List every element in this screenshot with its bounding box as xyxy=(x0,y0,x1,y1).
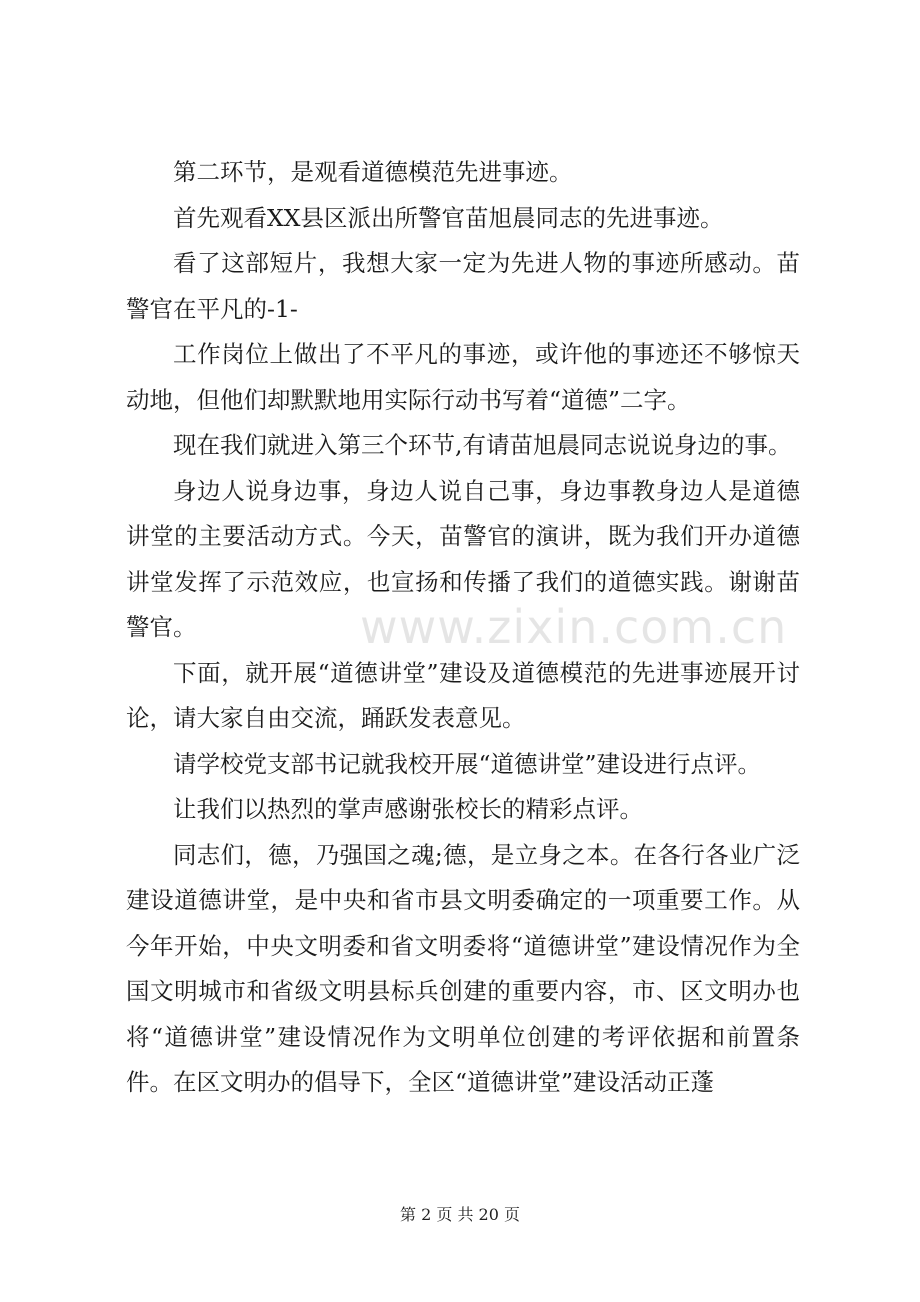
paragraph: 身边人说身边事，身边人说自己事，身边事教身边人是道德讲堂的主要活动方式。今天，苗警官的演讲，既为我们开办道德讲堂发挥了示范效应，也宣扬和传播了我们的道德实践。谢谢苗警官。 xyxy=(126,476,800,641)
paragraph: 同志们，德，乃强国之魂;德，是立身之本。在各行各业广泛建设道德讲堂，是中央和省市县文明委确定的一项重要工作。从今年开始，中央文明委和省文明委将“道德讲堂”建设情况作为全国文明城市和省级文明县标兵创建的重要内容，市、区文明办也将“道德讲堂”建设情况作为文明单位创建的考评依据和前置条件。在区文明办的倡导下，全区“道德讲堂”建设活动正蓬 xyxy=(126,840,800,1096)
paragraph: 首先观看XX县区派出所警官苗旭晨同志的先进事迹。 xyxy=(173,203,724,232)
paragraph: 工作岗位上做出了不平凡的事迹，或许他的事迹还不够惊天动地，但他们却默默地用实际行动书写着“道德”二字。 xyxy=(126,340,800,414)
document-body xyxy=(126,150,800,1106)
paragraph: 现在我们就进入第三个环节,有请苗旭晨同志说说身边的事。 xyxy=(173,431,792,459)
watermark: www.zixin.com.cn xyxy=(360,600,788,654)
paragraph: 让我们以热烈的掌声感谢张校长的精彩点评。 xyxy=(173,795,643,823)
paragraph: 第二环节，是观看道德模范先进事迹。 xyxy=(173,158,573,186)
paragraph: 请学校党支部书记就我校开展“道德讲堂”建设进行点评。 xyxy=(173,749,762,778)
paragraph: 看了这部短片，我想大家一定为先进人物的事迹所感动。苗警官在平凡的-1- xyxy=(126,249,800,323)
paragraph: 下面，就开展“道德讲堂”建设及道德模范的先进事迹展开讨论，请大家自由交流，踊跃发表意见。 xyxy=(126,658,800,732)
page-footer: 第 2 页 共 20 页 xyxy=(400,1205,520,1224)
